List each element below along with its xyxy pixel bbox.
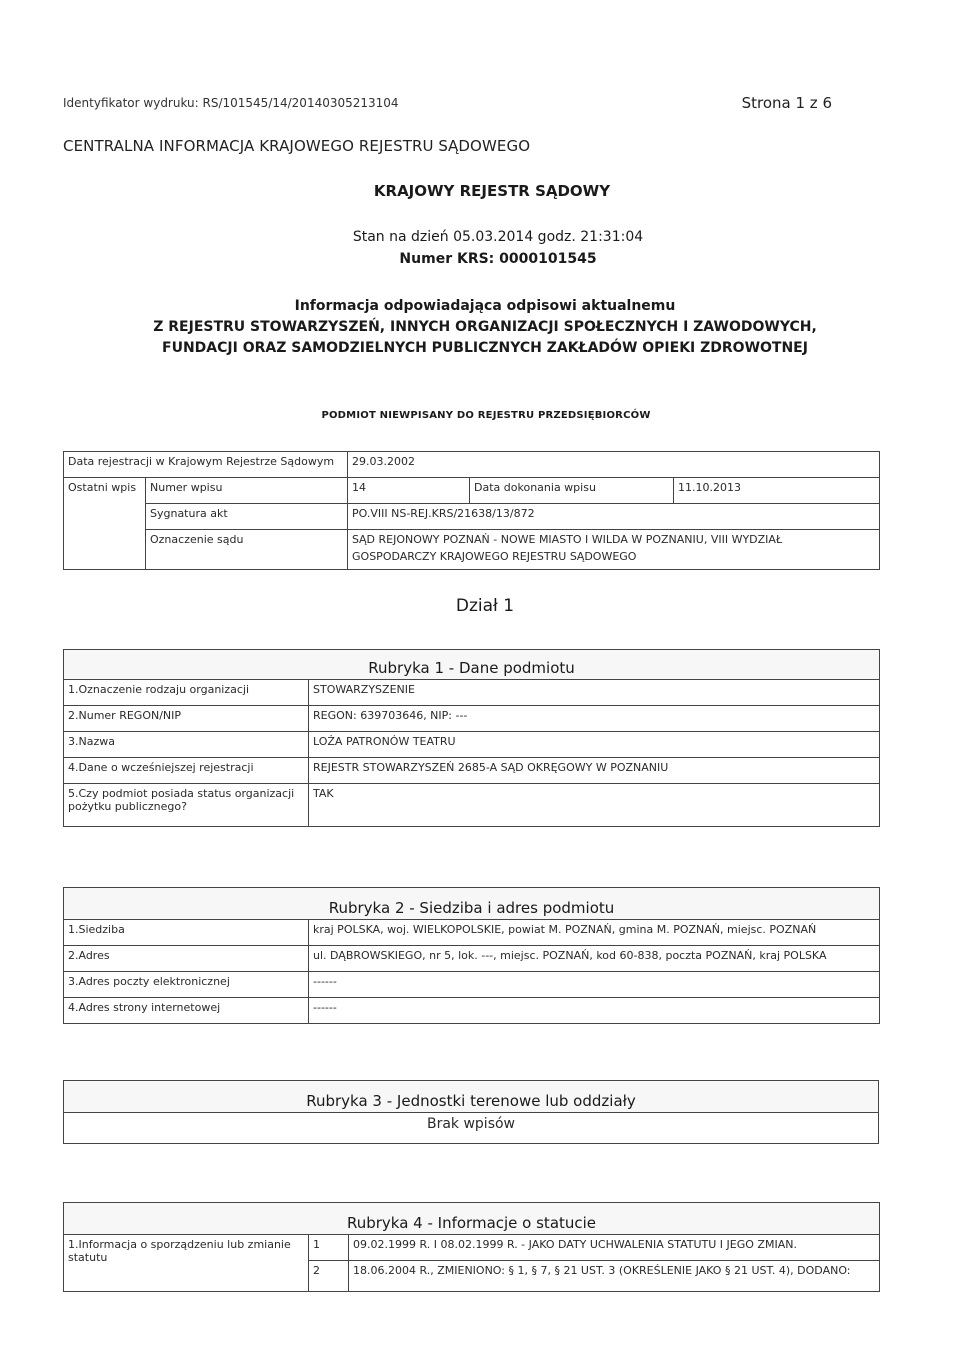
table-row <box>64 1235 880 1261</box>
document-title: KRAJOWY REJESTR SĄDOWY <box>373 182 611 200</box>
table-row <box>64 732 880 758</box>
table-row <box>64 650 880 680</box>
case-number-value: PO.VIII NS-REJ.KRS/21638/13/872 <box>348 504 880 530</box>
table-row <box>64 680 880 706</box>
table-row <box>64 706 880 732</box>
field-label: 3.Nazwa <box>64 732 309 758</box>
rubryka-3-title: Rubryka 3 - Jednostki terenowe lub oddziały <box>64 1081 879 1113</box>
field-value: LOŻA PATRONÓW TEATRU <box>309 732 880 758</box>
case-number-label: Sygnatura akt <box>146 504 348 530</box>
field-label: 1.Oznaczenie rodzaju organizacji <box>64 680 309 706</box>
entry-number-value: 14 <box>348 478 470 504</box>
field-label: 1.Siedziba <box>64 920 309 946</box>
field-label: 3.Adres poczty elektronicznej <box>64 972 309 998</box>
registration-date-label: Data rejestracji w Krajowym Rejestrze Sądowym <box>64 452 348 478</box>
table-row <box>64 478 880 504</box>
rubryka-3-table <box>63 1080 879 1144</box>
table-row <box>64 888 880 920</box>
field-value: kraj POLSKA, woj. WIELKOPOLSKIE, powiat M. POZNAŃ, gmina M. POZNAŃ, miejsc. POZNAŃ <box>309 920 880 946</box>
registration-date-value: 29.03.2002 <box>348 452 880 478</box>
entry-date-label: Data dokonania wpisu <box>470 478 674 504</box>
extract-description <box>0 296 960 359</box>
table-row <box>64 1113 879 1144</box>
table-row <box>64 758 880 784</box>
extract-description-line-2: Z REJESTRU STOWARZYSZEŃ, INNYCH ORGANIZACJI SPOŁECZNYCH I ZAWODOWYCH, <box>153 319 817 335</box>
field-value: ul. DĄBROWSKIEGO, nr 5, lok. ---, miejsc. POZNAŃ, kod 60-838, poczta POZNAŃ, kraj POLSKA <box>309 946 880 972</box>
table-row <box>64 1203 880 1235</box>
table-row <box>64 946 880 972</box>
table-row <box>64 998 880 1024</box>
rubryka-2-title: Rubryka 2 - Siedziba i adres podmiotu <box>64 888 880 920</box>
field-label: 1.Informacja o sporządzeniu lub zmianie statutu <box>64 1235 309 1292</box>
field-value: STOWARZYSZENIE <box>309 680 880 706</box>
entry-number: 1 <box>309 1235 349 1261</box>
section-title: Dział 1 <box>455 596 515 616</box>
table-row <box>64 784 880 827</box>
last-entry-label: Ostatni wpis <box>64 478 146 570</box>
page-number: Strona 1 z 6 <box>741 94 832 112</box>
no-entries-text: Brak wpisów <box>64 1113 879 1144</box>
table-row <box>64 530 880 551</box>
table-row <box>64 920 880 946</box>
krs-number: Numer KRS: 0000101545 <box>399 251 597 267</box>
entry-date-value: 11.10.2013 <box>674 478 880 504</box>
field-value: REJESTR STOWARZYSZEŃ 2685-A SĄD OKRĘGOWY W POZNANIU <box>309 758 880 784</box>
rubryka-1-table <box>63 649 880 827</box>
entry-number: 2 <box>309 1261 349 1292</box>
extract-description-line-3: FUNDACJI ORAZ SAMODZIELNYCH PUBLICZNYCH ZAKŁADÓW OPIEKI ZDROWOTNEJ <box>162 340 808 356</box>
court-value-line-1: SĄD REJONOWY POZNAŃ - NOWE MIASTO I WILDA W POZNANIU, VIII WYDZIAŁ <box>348 530 880 551</box>
table-row <box>64 1081 879 1113</box>
status-date: Stan na dzień 05.03.2014 godz. 21:31:04 <box>352 229 644 245</box>
table-row <box>64 972 880 998</box>
field-value: ------ <box>309 998 880 1024</box>
field-label: 2.Adres <box>64 946 309 972</box>
registry-name: CENTRALNA INFORMACJA KRAJOWEGO REJESTRU SĄDOWEGO <box>63 137 531 155</box>
field-value: 18.06.2004 R., ZMIENIONO: § 1, § 7, § 21 UST. 3 (OKREŚLENIE JAKO § 21 UST. 4), DODANO: <box>349 1261 880 1292</box>
print-identifier: Identyfikator wydruku: RS/101545/14/20140305213104 <box>63 96 399 110</box>
field-value: REGON: 639703646, NIP: --- <box>309 706 880 732</box>
rubryka-1-title: Rubryka 1 - Dane podmiotu <box>64 650 880 680</box>
field-label: 2.Numer REGON/NIP <box>64 706 309 732</box>
court-label: Oznaczenie sądu <box>146 530 348 570</box>
extract-description-line-1: Informacja odpowiadająca odpisowi aktualnemu <box>294 298 676 314</box>
table-row <box>64 504 880 530</box>
field-label: 4.Dane o wcześniejszej rejestracji <box>64 758 309 784</box>
court-value-line-2: GOSPODARCZY KRAJOWEGO REJESTRU SĄDOWEGO <box>348 550 880 570</box>
entity-status: PODMIOT NIEWPISANY DO REJESTRU PRZEDSIĘBIORCÓW <box>321 410 651 421</box>
field-value: ------ <box>309 972 880 998</box>
rubryka-2-table <box>63 887 880 1024</box>
registration-table <box>63 451 880 570</box>
rubryka-4-table <box>63 1202 880 1292</box>
rubryka-4-title: Rubryka 4 - Informacje o statucie <box>64 1203 880 1235</box>
entry-number-label: Numer wpisu <box>146 478 348 504</box>
table-row <box>64 452 880 478</box>
field-label: 4.Adres strony internetowej <box>64 998 309 1024</box>
field-label: 5.Czy podmiot posiada status organizacji pożytku publicznego? <box>64 784 309 827</box>
field-value: TAK <box>309 784 880 827</box>
field-value: 09.02.1999 R. I 08.02.1999 R. - JAKO DATY UCHWALENIA STATUTU I JEGO ZMIAN. <box>349 1235 880 1261</box>
